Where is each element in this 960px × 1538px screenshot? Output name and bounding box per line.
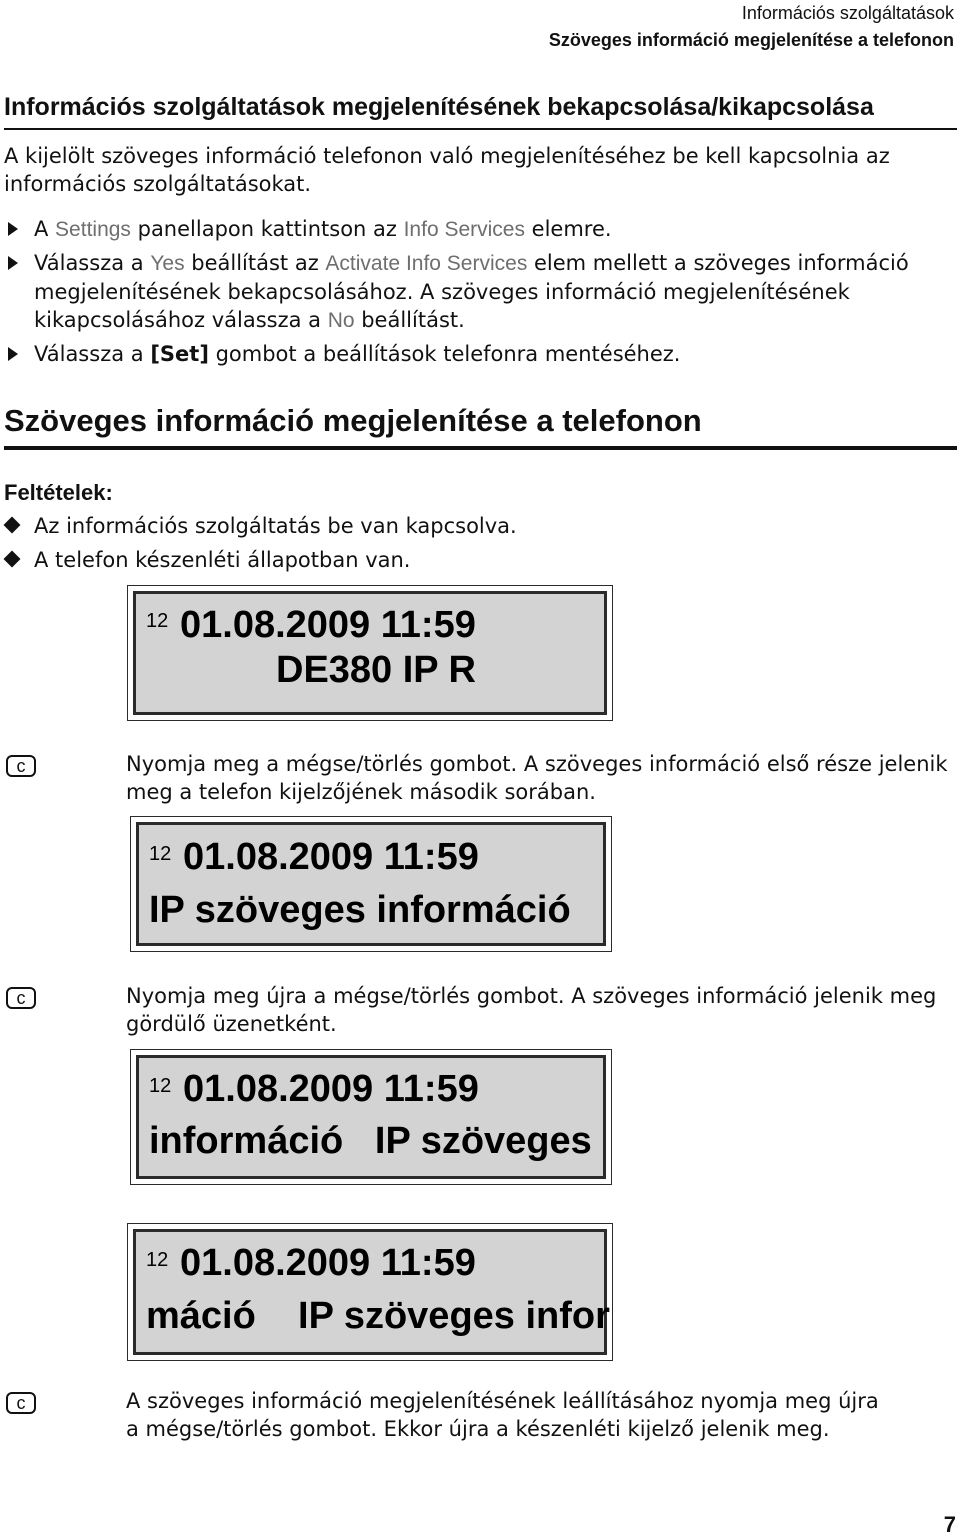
action-description: A szöveges információ megjelenítésének leállításához nyomja meg újra a mégse/törlés gombot. Ekkor újra a készenléti kijelző jelenik meg.	[126, 1389, 879, 1441]
display-line-datetime: 01.08.2009 11:59	[183, 836, 479, 878]
page-number: 7	[943, 1512, 956, 1537]
yes-option-ref: Yes	[150, 252, 185, 275]
bullet-diamond-icon	[4, 551, 21, 568]
display-line-datetime: 01.08.2009 11:59	[180, 1242, 476, 1284]
info-services-ref: Info Services	[403, 218, 525, 241]
signal-strength-icon: 12	[146, 610, 169, 632]
display-line-info: információ IP szöveges	[149, 1120, 592, 1162]
bullet-diamond-icon	[4, 517, 21, 534]
signal-strength-icon: 12	[146, 1249, 169, 1271]
step-activate: Válassza a Yes beállítást az Activate Info Services elem mellett a szöveges információ megjelenítésének bekapcsolásához. A szöveges információ megjelenítésének kikapcsolásához válassza a No beállítást.	[34, 251, 909, 332]
action-description: Nyomja meg újra a mégse/törlés gombot. A szöveges információ jelenik meg gördülő üzenetként.	[126, 984, 937, 1036]
intro-line: információs szolgáltatásokat.	[4, 172, 312, 196]
signal-strength-icon: 12	[149, 843, 172, 865]
step-arrow-icon	[8, 222, 18, 236]
running-header-section: Szöveges információ megjelenítése a telefonon	[548, 30, 954, 50]
section-rule	[4, 128, 957, 130]
display-line-info: máció IP szöveges infor	[146, 1295, 610, 1337]
cancel-key-icon: c	[6, 755, 36, 777]
step-settings: A Settings panellapon kattintson az Info Services elemre.	[34, 217, 612, 241]
conditions-label: Feltételek:	[4, 480, 113, 505]
display-line-datetime: 01.08.2009 11:59	[183, 1068, 479, 1110]
running-header-chapter: Információs szolgáltatások	[741, 3, 954, 23]
section-title-enable: Információs szolgáltatások megjelenítésének bekapcsolása/kikapcsolása	[4, 93, 874, 121]
settings-tab-ref: Settings	[55, 218, 131, 241]
phone-display-scroll-1	[136, 1055, 606, 1179]
phone-display-idle	[133, 591, 607, 715]
cancel-key-icon: c	[6, 987, 36, 1009]
display-line-info: DE380 IP R	[276, 649, 476, 691]
phone-display-scroll-2	[133, 1229, 610, 1355]
display-line-info: IP szöveges információ	[149, 889, 571, 931]
step-arrow-icon	[8, 347, 18, 361]
cancel-key-icon: c	[6, 1392, 36, 1414]
intro-line: A kijelölt szöveges információ telefonon való megjelenítéséhez be kell kapcsolnia az	[4, 144, 890, 168]
condition-item: A telefon készenléti állapotban van.	[34, 548, 411, 572]
signal-strength-icon: 12	[149, 1075, 172, 1097]
step-set: Válassza a [Set] gombot a beállítások telefonra mentéséhez.	[34, 342, 681, 366]
section-rule	[4, 446, 957, 450]
activate-info-services-ref: Activate Info Services	[325, 252, 528, 275]
step-arrow-icon	[8, 256, 18, 270]
set-button-ref: [Set]	[150, 342, 209, 366]
phone-display-info-first	[136, 822, 606, 946]
condition-item: Az információs szolgáltatás be van kapcsolva.	[34, 514, 517, 538]
action-description: Nyomja meg a mégse/törlés gombot. A szöveges információ első része jelenik meg a telefon kijelzőjének második sorában.	[126, 752, 948, 804]
display-line-datetime: 01.08.2009 11:59	[180, 604, 476, 646]
section-title-display: Szöveges információ megjelenítése a telefonon	[4, 403, 702, 438]
intro-paragraph	[4, 142, 934, 198]
no-option-ref: No	[327, 309, 355, 332]
